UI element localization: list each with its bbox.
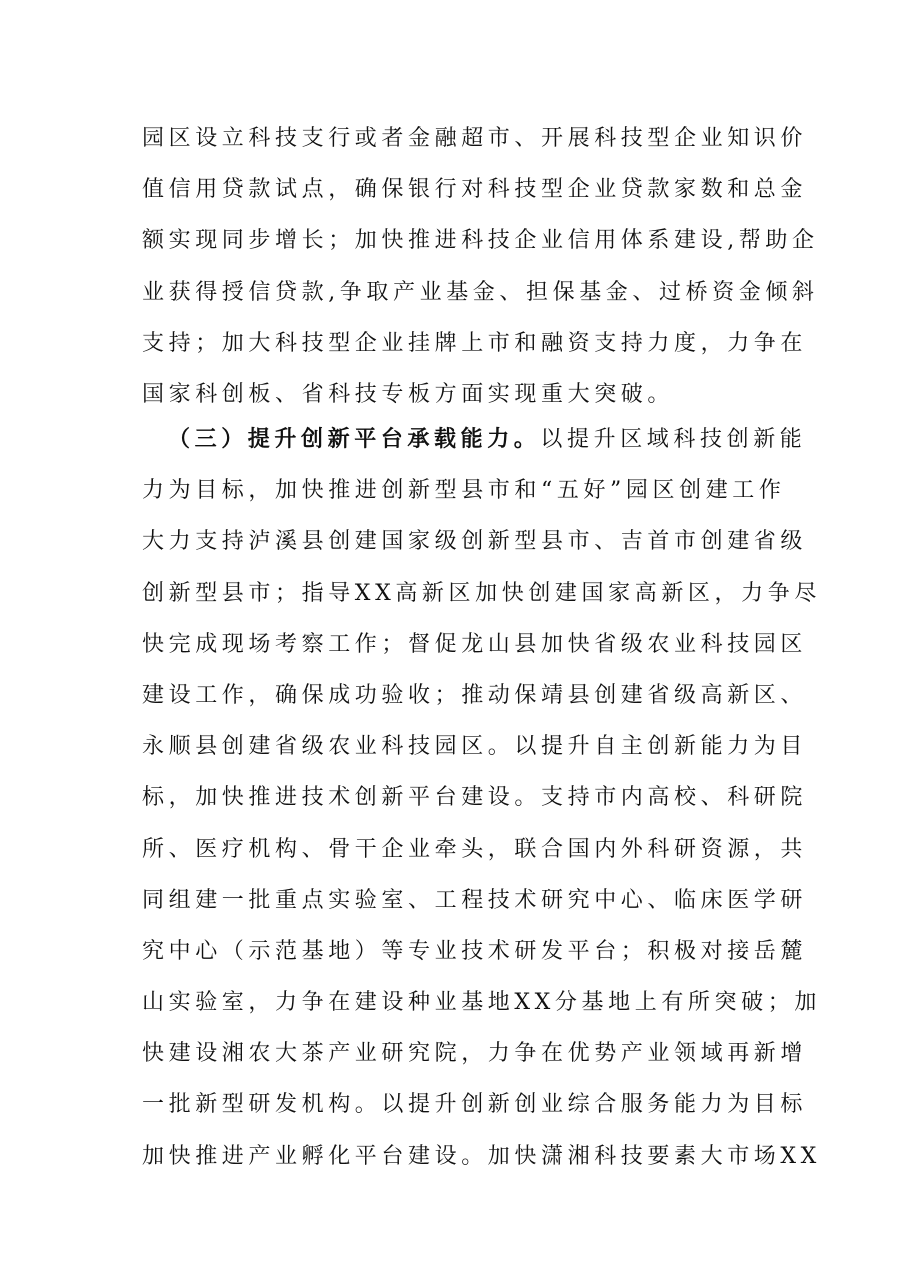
paragraph-line: 山实验室，力争在建设种业基地XX分基地上有所突破；加 (142, 990, 821, 1016)
paragraph-innovation-platform (142, 414, 821, 1182)
paragraph-line: 额实现同步增长；加快推进科技企业信用体系建设,帮助企 (142, 228, 819, 254)
paragraph-line: 加快推进产业孵化平台建设。加快潇湘科技要素大市场XX (142, 1143, 821, 1169)
paragraph-line: 所、医疗机构、骨干企业牵头，联合国内外科研资源，共 (142, 836, 808, 862)
paragraph-line: 快完成现场考察工作；督促龙山县加快省级农业科技园区 (142, 631, 808, 657)
section-heading: （三）提升创新平台承载能力。 (168, 427, 541, 452)
paragraph-line: 永顺县创建省级农业科技园区。以提升自主创新能力为目 (142, 734, 808, 760)
paragraph-line: 大力支持泸溪县创建国家级创新型县市、吉首市创建省级 (142, 529, 808, 555)
paragraph-line: 园区设立科技支行或者金融超市、开展科技型企业知识价 (142, 126, 808, 151)
paragraph-line: 值信用贷款试点，确保银行对科技型企业贷款家数和总金 (142, 177, 808, 203)
paragraph-line: 快建设湘农大茶产业研究院，力争在优势产业领域再新增 (142, 1041, 808, 1067)
paragraph-line-rest: 以提升区域科技创新能 (540, 427, 807, 452)
paragraph-line: 国家科创板、省科技专板方面实现重大突破。 (142, 381, 675, 407)
paragraph-line: 业获得授信贷款,争取产业基金、担保基金、过桥资金倾斜 (142, 279, 819, 305)
paragraph-line: 一批新型研发机构。以提升创新创业综合服务能力为目标 (142, 1092, 808, 1118)
paragraph-line: 支持；加大科技型企业挂牌上市和融资支持力度，力争在 (142, 330, 808, 356)
paragraph-line: 创新型县市；指导XX高新区加快创建国家高新区，力争尽 (142, 580, 821, 606)
paragraph-line: 标，加快推进技术创新平台建设。支持市内高校、科研院 (142, 785, 808, 811)
paragraph-line: 力为目标，加快推进创新型县市和“五好”园区创建工作 (142, 478, 786, 504)
paragraph-first-line (142, 414, 807, 465)
paragraph-line: 同组建一批重点实验室、工程技术研究中心、临床医学研 (142, 887, 808, 913)
paragraph-line: 究中心（示范基地）等专业技术研发平台；积极对接岳麓 (142, 938, 808, 964)
paragraph-financial-support (142, 113, 819, 420)
paragraph-line: 建设工作，确保成功验收；推动保靖县创建省级高新区、 (142, 682, 808, 708)
